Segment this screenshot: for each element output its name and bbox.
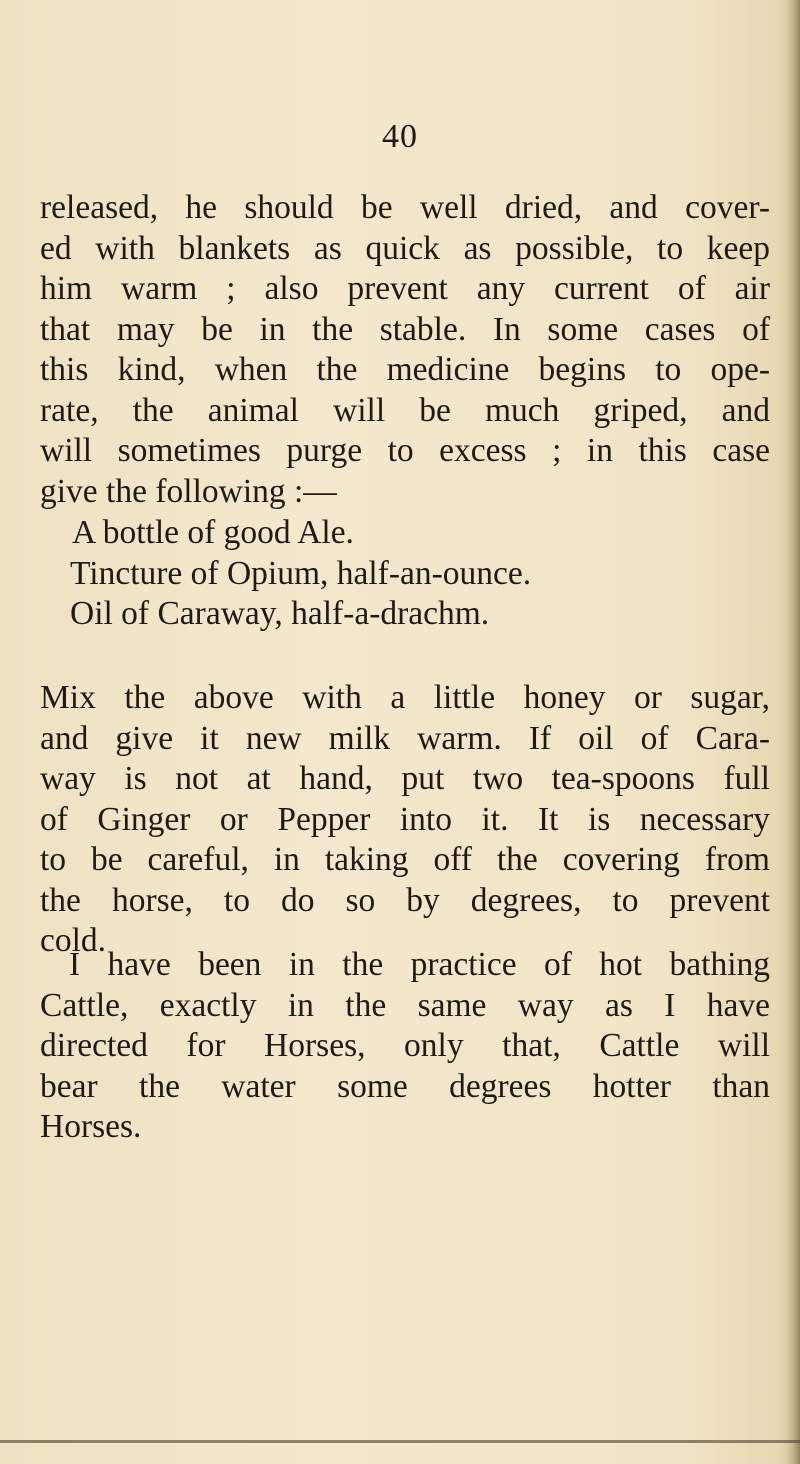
- text-line: ed with blankets as quick as possible, to keep: [40, 229, 770, 267]
- text-line: to be careful, in taking off the covering from: [40, 841, 770, 878]
- page-number: 40: [382, 118, 418, 155]
- text-line: that may be in the stable. In some cases of: [40, 310, 770, 348]
- text-line: and give it new milk warm. If oil of Cara-: [40, 719, 770, 757]
- text-line: give the following :—: [40, 472, 337, 510]
- text-line: bear the water some degrees hotter than: [40, 1067, 770, 1105]
- recipe-item: A bottle of good Ale.: [72, 514, 354, 551]
- bottom-rule: [0, 1440, 800, 1443]
- recipe-list: [70, 513, 710, 635]
- text-line: directed for Horses, only that, Cattle will: [40, 1027, 770, 1064]
- text-line: this kind, when the medicine begins to ope-: [40, 351, 770, 388]
- paragraph-released: [40, 188, 770, 512]
- paragraph-hot-bathing: [40, 945, 770, 1148]
- recipe-item: Tincture of Opium, half-an-ounce.: [70, 554, 532, 592]
- text-line: Cattle, exactly in the same way as I have: [40, 986, 770, 1024]
- text-line: the horse, to do so by degrees, to prevent: [40, 881, 770, 919]
- text-line: rate, the animal will be much griped, and: [40, 391, 770, 429]
- text-line: will sometimes purge to excess ; in this case: [40, 432, 770, 469]
- text-line: Horses.: [40, 1108, 142, 1145]
- page-edge-shadow: [786, 0, 800, 1464]
- text-line: him warm ; also prevent any current of air: [40, 270, 770, 307]
- text-line: I have been in the practice of hot bathing: [69, 946, 770, 983]
- text-line: released, he should be well dried, and cover-: [40, 189, 770, 226]
- paragraph-mix: [40, 678, 770, 962]
- text-line: Mix the above with a little honey or sugar,: [40, 679, 770, 716]
- text-line: way is not at hand, put two tea-spoons full: [40, 760, 770, 797]
- text-line: of Ginger or Pepper into it. It is necessary: [40, 800, 770, 838]
- text-line: cold.: [40, 922, 107, 959]
- recipe-item: Oil of Caraway, half-a-drachm.: [70, 595, 490, 632]
